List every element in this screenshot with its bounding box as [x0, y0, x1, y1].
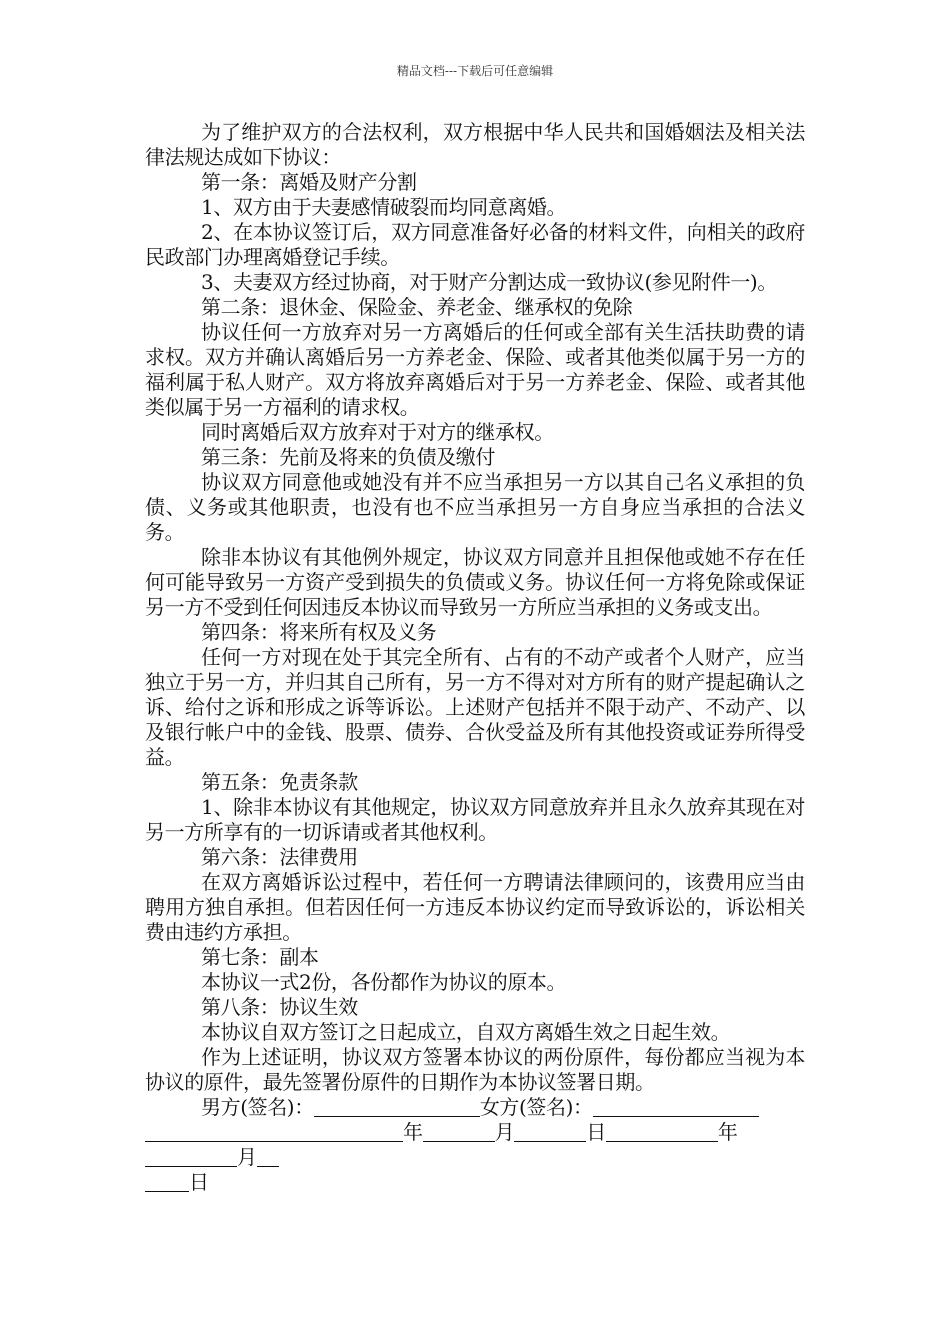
- paragraph: 除非本协议有其他例外规定，协议双方同意并且担保他或她不存在任何可能导致另一方资产受到损失的负债或义务。协议任何一方将免除或保证另一方不受到任何因违反本协议而导致另一方所应当承担的义务或支出。: [145, 545, 805, 619]
- paragraph: 同时离婚后双方放弃对于对方的继承权。: [201, 420, 554, 444]
- paragraph: 为了维护双方的合法权利，双方根据中华人民共和国婚姻法及相关法律法规达成如下协议：: [145, 120, 805, 169]
- paragraph: 作为上述证明，协议双方签署本协议的两份原件，每份都应当视为本协议的原件，最先签署份原件的日期作为本协议签署日期。: [145, 1045, 805, 1094]
- paragraph: 1、除非本协议有其他规定，协议双方同意放弃并且永久放弃其现在对另一方所享有的一切诉请或者其他权利。: [145, 795, 805, 844]
- spacer-blank: [145, 1121, 313, 1142]
- year-label: 年: [403, 1120, 423, 1144]
- paragraph: 3、夫妻双方经过协商，对于财产分割达成一致协议(参见附件一)。: [201, 270, 777, 294]
- paragraph: 任何一方对现在处于其完全所有、占有的不动产或者个人财产，应当独立于另一方，并归其自己所有，另一方不得对对方所有的财产提起确认之诉、给付之诉和形成之诉等诉讼。上述财产包括并不限于动产、不动产、以及银行帐户中的金钱、股票、债券、合伙受益及所有其他投资或证券所得受益。: [145, 645, 805, 769]
- paragraph: 本协议自双方签订之日起成立，自双方离婚生效之日起生效。: [201, 1020, 731, 1044]
- agreement-body: [145, 120, 805, 1195]
- female-month-blank[interactable]: [145, 1146, 237, 1167]
- paragraph: 在双方离婚诉讼过程中，若任何一方聘请法律顾问的，该费用应当由聘用方独自承担。但若因任何一方违反本协议约定而导致诉讼的，诉讼相关费由违约方承担。: [145, 870, 805, 944]
- section-heading: 第三条：先前及将来的负债及缴付: [201, 445, 495, 469]
- month-label: 月: [494, 1120, 515, 1144]
- signature-row: [145, 1095, 805, 1120]
- section-heading: 第七条：副本: [201, 945, 319, 969]
- male-signature-blank[interactable]: [314, 1096, 480, 1117]
- day-label: 日: [586, 1120, 606, 1144]
- paragraph: 协议任何一方放弃对另一方离婚后的任何或全部有关生活扶助费的请求权。双方并确认离婚后另一方养老金、保险、或者其他类似属于另一方的福利属于私人财产。双方将放弃离婚后对于另一方养老金、保险、或者其他类似属于另一方福利的请求权。: [145, 320, 805, 419]
- section-heading: 第五条：免责条款: [201, 770, 358, 794]
- section-heading: 第八条：协议生效: [201, 995, 358, 1019]
- male-day-blank[interactable]: [514, 1121, 586, 1142]
- female-signature-label: 女方(签名)：: [479, 1095, 593, 1119]
- section-heading: 第四条：将来所有权及义务: [201, 620, 437, 644]
- paragraph: 2、在本协议签订后，双方同意准备好必备的材料文件，向相关的政府民政部门办理离婚登记手续。: [145, 220, 805, 269]
- male-month-blank[interactable]: [423, 1121, 495, 1142]
- male-year-blank[interactable]: [313, 1121, 403, 1142]
- date-row: [145, 1120, 805, 1195]
- male-signature-label: 男方(签名)：: [201, 1095, 314, 1119]
- female-day-blank-continued[interactable]: [145, 1171, 189, 1192]
- female-signature-blank[interactable]: [593, 1096, 759, 1117]
- paragraph: 协议双方同意他或她没有并不应当承担另一方以其自己名义承担的负债、义务或其他职责，也没有也不应当承担另一方自身应当承担的合法义务。: [145, 470, 805, 544]
- day-label: 日: [189, 1170, 209, 1194]
- female-day-blank[interactable]: [257, 1146, 279, 1167]
- month-label: 月: [237, 1145, 257, 1169]
- female-year-blank[interactable]: [606, 1121, 718, 1142]
- page-header: 精品文档---下载后可任意编辑: [396, 64, 554, 78]
- paragraph: 本协议一式2份，各份都作为协议的原本。: [201, 970, 567, 994]
- section-heading: 第二条：退休金、保险金、养老金、继承权的免除: [201, 295, 633, 319]
- section-heading: 第一条：离婚及财产分割: [201, 170, 417, 194]
- year-label: 年: [717, 1120, 738, 1144]
- section-heading: 第六条：法律费用: [201, 845, 358, 869]
- paragraph: 1、双方由于夫妻感情破裂而均同意离婚。: [201, 195, 567, 219]
